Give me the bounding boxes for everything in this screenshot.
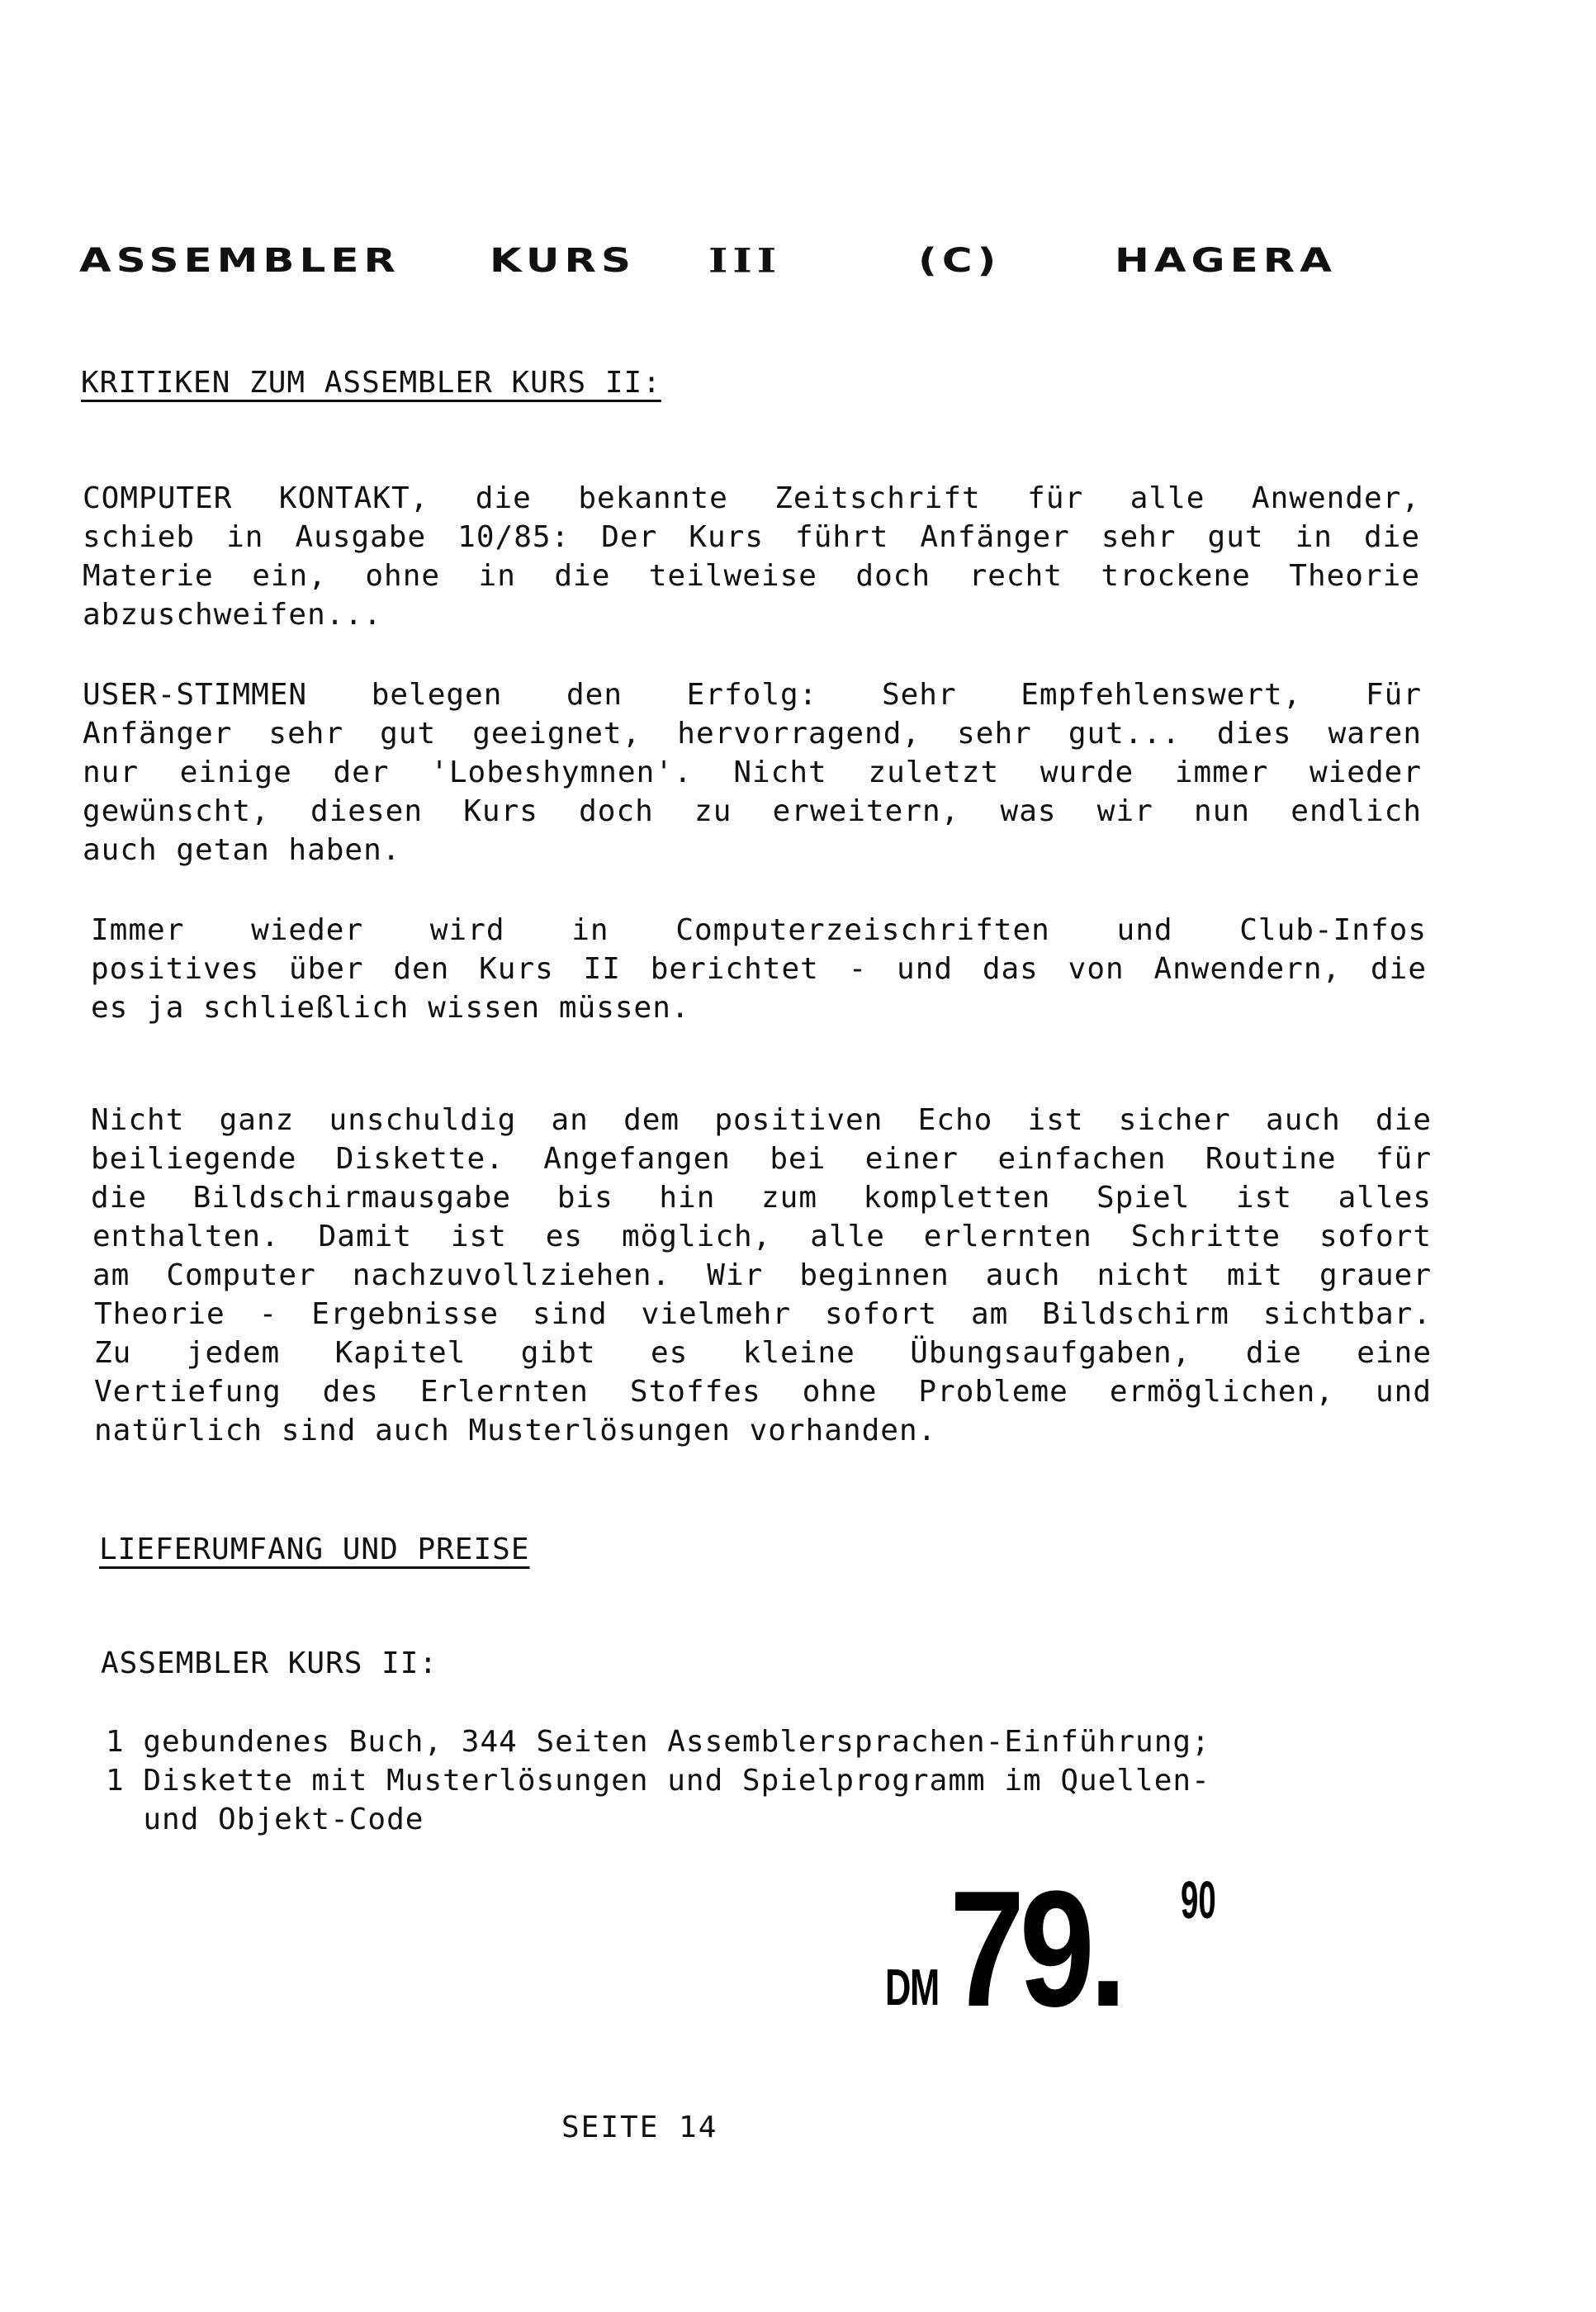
item-line: 1 gebundenes Buch, 344 Seiten Assemblersprachen-Einführung; bbox=[106, 1725, 1210, 1759]
item-line: 1 Diskette mit Musterlösungen und Spielprogramm im Quellen- bbox=[106, 1764, 1210, 1798]
para1-line: COMPUTER KONTAKT, die bekannte Zeitschrift für alle Anwender, bbox=[83, 481, 1420, 515]
para4-line: enthalten. Damit ist es möglich, alle erlernten Schritte sofort bbox=[92, 1220, 1432, 1253]
header-copyright: (C) bbox=[918, 241, 1002, 280]
para4-line: am Computer nachzuvollziehen. Wir beginnen auch nicht mit grauer bbox=[92, 1258, 1432, 1292]
para4-line: Nicht ganz unschuldig an dem positiven Echo ist sicher auch die bbox=[91, 1103, 1432, 1137]
kritiken-heading: KRITIKEN ZUM ASSEMBLER KURS II: bbox=[81, 366, 661, 400]
para1-line: schieb in Ausgabe 10/85: Der Kurs führt Anfänger sehr gut in die bbox=[83, 520, 1420, 554]
para2-line: auch getan haben. bbox=[83, 833, 401, 867]
para4-line: beiliegende Diskette. Angefangen bei einer einfachen Routine für bbox=[91, 1142, 1432, 1176]
header-roman-numeral: III bbox=[708, 241, 782, 281]
para2-line: gewünscht, diesen Kurs doch zu erweitern, was wir nun endlich bbox=[83, 794, 1422, 828]
para4-line: Zu jedem Kapitel gibt es kleine Übungsaufgaben, die eine bbox=[94, 1336, 1432, 1370]
para4-line: natürlich sind auch Musterlösungen vorhanden. bbox=[94, 1414, 937, 1447]
header-publisher: HAGERA bbox=[1115, 241, 1337, 280]
para3-line: positives über den Kurs II berichtet - und das von Anwendern, die bbox=[91, 952, 1427, 986]
para2-line: nur einige der 'Lobeshymnen'. Nicht zuletzt wurde immer wieder bbox=[83, 756, 1422, 789]
kurs-label: ASSEMBLER KURS II: bbox=[101, 1646, 438, 1680]
para4-line: die Bildschirmausgabe bis hin zum kompletten Spiel ist alles bbox=[91, 1181, 1432, 1215]
page-header bbox=[79, 241, 1367, 291]
item-line: und Objekt-Code bbox=[106, 1803, 424, 1836]
para1-line: abzuschweifen... bbox=[83, 598, 382, 632]
para3-line: es ja schließlich wissen müssen. bbox=[91, 991, 690, 1025]
price-tag bbox=[885, 1857, 1240, 2041]
header-kurs: KURS bbox=[490, 241, 636, 280]
para1-line: Materie ein, ohne in die teilweise doch recht trockene Theorie bbox=[83, 559, 1420, 593]
price-currency: DM bbox=[885, 1959, 939, 2016]
lieferumfang-heading: LIEFERUMFANG UND PREISE bbox=[99, 1533, 530, 1566]
para3-line: Immer wieder wird in Computerzeischriften und Club-Infos bbox=[91, 913, 1427, 947]
price-cents: 90 bbox=[1181, 1870, 1216, 1930]
page-number: SEITE 14 bbox=[561, 2111, 718, 2144]
para2-line: USER-STIMMEN belegen den Erfolg: Sehr Empfehlenswert, Für bbox=[83, 678, 1422, 712]
header-title: ASSEMBLER bbox=[79, 241, 401, 280]
para4-line: Vertiefung des Erlernten Stoffes ohne Probleme ermöglichen, und bbox=[94, 1375, 1432, 1409]
price-main: 79. bbox=[950, 1857, 1122, 2041]
para2-line: Anfänger sehr gut geeignet, hervorragend, sehr gut... dies waren bbox=[83, 717, 1422, 751]
para4-line: Theorie - Ergebnisse sind vielmehr sofort am Bildschirm sichtbar. bbox=[94, 1297, 1432, 1331]
